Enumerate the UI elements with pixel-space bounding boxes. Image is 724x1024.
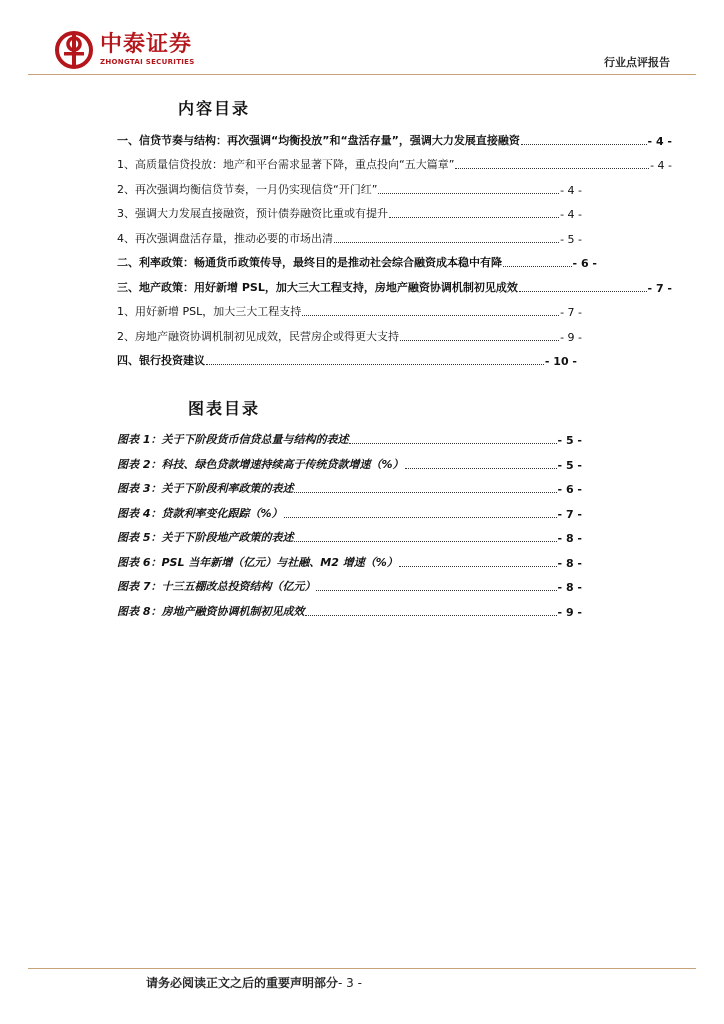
report-type-label: 行业点评报告 bbox=[604, 56, 670, 69]
figure-entry-page: - 6 - bbox=[557, 483, 582, 496]
toc-leader-dots bbox=[378, 192, 559, 194]
figure-entry[interactable] bbox=[117, 578, 582, 594]
toc-entry-text: 三、地产政策：用好新增 PSL，加大三大工程支持，房地产融资协调机制初见成效 bbox=[117, 281, 518, 294]
toc-entry[interactable] bbox=[117, 352, 577, 368]
figure-leader-dots bbox=[305, 614, 556, 616]
toc-leader-dots bbox=[519, 290, 647, 292]
figure-entry[interactable] bbox=[117, 505, 582, 521]
disclaimer-notice: 请务必阅读正文之后的重要声明部分 bbox=[146, 976, 339, 990]
toc-entry[interactable] bbox=[117, 328, 582, 344]
toc-entry[interactable] bbox=[117, 181, 582, 197]
toc-entry-page: - 9 - bbox=[560, 331, 582, 344]
toc-entry-text: 二、利率政策：畅通货币政策传导，最终目的是推动社会综合融资成本稳中有降 bbox=[117, 256, 502, 269]
toc-entry-text: 1、高质量信贷投放：地产和平台需求显著下降，重点投向“五大篇章” bbox=[117, 158, 455, 171]
figure-entry-page: - 5 - bbox=[557, 434, 582, 447]
page-number: - 3 - bbox=[338, 976, 362, 990]
contents-title: 内容目录 bbox=[178, 99, 251, 118]
logo-chinese-name: 中泰证券 bbox=[100, 32, 193, 57]
toc-entry-page: - 7 - bbox=[560, 306, 582, 319]
figure-entry-text: 图表 1：关于下阶段货币信贷总量与结构的表述 bbox=[117, 433, 349, 446]
header-divider bbox=[28, 74, 696, 75]
toc-entry-text: 1、用好新增 PSL，加大三大工程支持 bbox=[117, 305, 302, 318]
figure-entry-page: - 8 - bbox=[557, 557, 582, 570]
figure-entry-page: - 9 - bbox=[557, 606, 582, 619]
figure-entry-page: - 5 - bbox=[557, 459, 582, 472]
figure-entry[interactable] bbox=[117, 480, 582, 496]
figure-entry[interactable] bbox=[117, 431, 582, 447]
figure-entry-text: 图表 6：PSL 当年新增（亿元）与社融、M2 增速（%） bbox=[117, 556, 398, 569]
figure-entry-page: - 8 - bbox=[557, 581, 582, 594]
toc-leader-dots bbox=[400, 339, 559, 341]
toc-entry-page: - 10 - bbox=[544, 355, 577, 368]
figures-title: 图表目录 bbox=[188, 399, 261, 418]
figure-leader-dots bbox=[316, 589, 556, 591]
company-logo bbox=[54, 30, 195, 70]
figure-leader-dots bbox=[294, 491, 556, 493]
toc-leader-dots bbox=[455, 167, 649, 169]
figure-entry-text: 图表 5：关于下阶段地产政策的表述 bbox=[117, 531, 294, 544]
figure-leader-dots bbox=[284, 516, 557, 518]
figure-entry-text: 图表 3：关于下阶段利率政策的表述 bbox=[117, 482, 294, 495]
figure-entry[interactable] bbox=[117, 603, 582, 619]
toc-entry-text: 一、信贷节奏与结构：再次强调“均衡投放”和“盘活存量”，强调大力发展直接融资 bbox=[117, 134, 520, 147]
figure-leader-dots bbox=[399, 565, 557, 567]
figure-leader-dots bbox=[405, 467, 557, 469]
figure-leader-dots bbox=[294, 540, 556, 542]
toc-entry-text: 2、房地产融资协调机制初见成效，民营房企或得更大支持 bbox=[117, 330, 399, 343]
figure-entry[interactable] bbox=[117, 456, 582, 472]
toc-entry-text: 2、再次强调均衡信贷节奏，一月仍实现信贷“开门红” bbox=[117, 183, 378, 196]
toc-entry-page: - 4 - bbox=[650, 159, 672, 172]
figure-entry[interactable] bbox=[117, 529, 582, 545]
toc-leader-dots bbox=[334, 241, 559, 243]
toc-entry-page: - 6 - bbox=[572, 257, 597, 270]
figure-entry-text: 图表 4：贷款利率变化跟踪（%） bbox=[117, 507, 283, 520]
toc-entry-page: - 4 - bbox=[560, 208, 582, 221]
page-footer bbox=[146, 974, 362, 991]
figure-entry-text: 图表 8：房地产融资协调机制初见成效 bbox=[117, 605, 305, 618]
logo-english-name: ZHONGTAI SECURITIES bbox=[100, 58, 195, 66]
toc-leader-dots bbox=[389, 216, 559, 218]
toc-leader-dots bbox=[302, 314, 559, 316]
figure-leader-dots bbox=[349, 442, 556, 444]
toc-entry[interactable] bbox=[117, 132, 672, 148]
toc-entry-text: 3、强调大力发展直接融资，预计债券融资比重或有提升 bbox=[117, 207, 388, 220]
figure-entry-text: 图表 7：十三五棚改总投资结构（亿元） bbox=[117, 580, 316, 593]
figure-entry-page: - 8 - bbox=[557, 532, 582, 545]
figure-entry[interactable] bbox=[117, 554, 582, 570]
figure-entry-text: 图表 2：科技、绿色贷款增速持续高于传统贷款增速（%） bbox=[117, 458, 404, 471]
toc-entry-text: 4、再次强调盘活存量，推动必要的市场出清 bbox=[117, 232, 333, 245]
toc-entry[interactable] bbox=[117, 156, 672, 172]
toc-leader-dots bbox=[503, 265, 572, 267]
toc-entry[interactable] bbox=[117, 303, 582, 319]
toc-entry-page: - 4 - bbox=[560, 184, 582, 197]
toc-entry-page: - 4 - bbox=[647, 135, 672, 148]
toc-leader-dots bbox=[206, 363, 544, 365]
toc-entry-text: 四、银行投资建议 bbox=[117, 354, 205, 367]
figure-entry-page: - 7 - bbox=[557, 508, 582, 521]
toc-entry[interactable] bbox=[117, 254, 597, 270]
zhongtai-logo-icon bbox=[54, 30, 94, 70]
toc-entry-page: - 5 - bbox=[560, 233, 582, 246]
toc-leader-dots bbox=[521, 143, 647, 145]
toc-entry[interactable] bbox=[117, 230, 582, 246]
toc-entry-page: - 7 - bbox=[647, 282, 672, 295]
page-header bbox=[0, 0, 724, 80]
toc-entry[interactable] bbox=[117, 279, 672, 295]
toc-entry[interactable] bbox=[117, 205, 582, 221]
footer-divider bbox=[28, 968, 696, 969]
